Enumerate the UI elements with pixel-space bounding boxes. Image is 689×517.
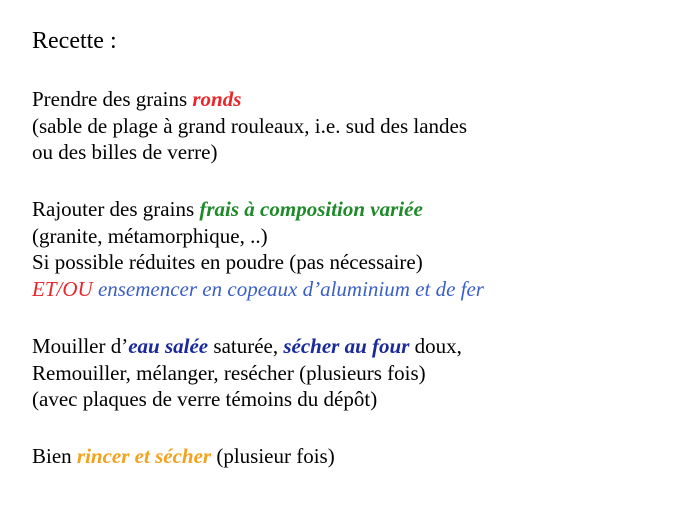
highlight-rincer: rincer et sécher — [76, 444, 212, 468]
highlight-eau-salee: eau salée — [128, 334, 209, 358]
highlight-ronds: ronds — [192, 87, 242, 111]
step-line — [32, 276, 484, 303]
step-grains-ronds — [32, 86, 467, 166]
step-grains-frais — [32, 196, 484, 302]
text-run: saturée, — [208, 334, 284, 358]
step-line: (avec plaques de verre témoins du dépôt) — [32, 387, 378, 411]
highlight-secher-four: sécher au four — [283, 334, 410, 358]
text-run: (plusieur fois) — [211, 444, 335, 468]
text-run: Prendre des grains — [32, 87, 193, 111]
step-line — [32, 86, 467, 113]
highlight-ensemencer: ensemencer en copeaux d’aluminium et de fer — [92, 276, 484, 301]
step-line: (granite, métamorphique, ..) — [32, 223, 268, 248]
text-run: doux, — [409, 334, 462, 358]
highlight-et-ou: ET/OU — [32, 276, 93, 301]
text-run: Bien — [32, 444, 77, 468]
step-line: Si possible réduites en poudre (pas nécessaire) — [32, 250, 423, 274]
step-line: Remouiller, mélanger, resécher (plusieurs fois) — [32, 360, 426, 385]
step-line — [32, 196, 484, 223]
step-line: (sable de plage à grand rouleaux, i.e. sud des landes — [32, 113, 468, 138]
step-mouiller — [32, 333, 462, 413]
step-rincer — [32, 443, 335, 470]
step-line — [32, 333, 462, 360]
slide-title: Recette : — [32, 28, 117, 54]
text-run: Rajouter des grains — [32, 197, 200, 221]
highlight-frais: frais à composition variée — [199, 197, 423, 221]
text-run: Mouiller d’ — [32, 334, 129, 358]
step-line — [32, 443, 335, 470]
step-line: ou des billes de verre) — [32, 140, 218, 164]
